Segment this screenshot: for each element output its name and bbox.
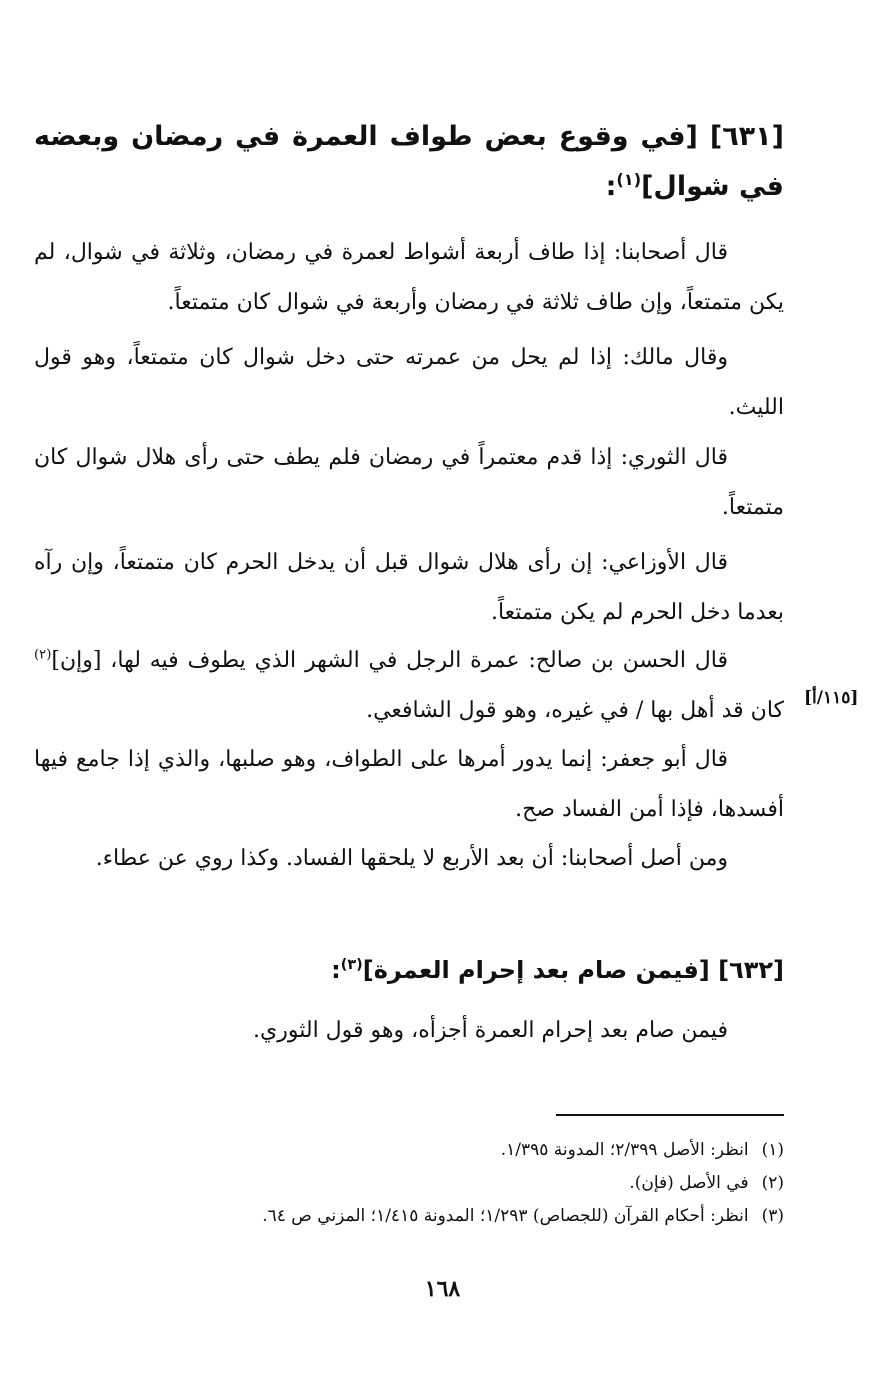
footnote-text: انظر: أحكام القرآن (للجصاص) ١/٢٩٣؛ المدونة ١/٤١٥؛ المزني ص ٦٤. — [262, 1206, 749, 1226]
paragraph-text: ومن أصل أصحابنا: أن بعد الأربع لا يلحقها الفساد. وكذا روي عن عطاء. — [95, 846, 728, 871]
paragraph — [34, 834, 784, 884]
footnote-number: (١) — [761, 1140, 784, 1160]
footnote-ref: (١) — [616, 170, 642, 189]
paragraph-text: قال أصحابنا: إذا طاف أربعة أشواط لعمرة في رمضان، وثلاثة في شوال، لم يكن متمتعاً، وإن طاف ثلاثة في رمضان وأربعة في شوال كان متمتعاً. — [34, 240, 784, 315]
paragraph — [34, 1006, 784, 1056]
footnote-number: (٣) — [761, 1206, 784, 1226]
section-title: [في وقوع بعض طواف العمرة في رمضان وبعضه في شوال] — [34, 121, 784, 202]
paragraph — [34, 433, 784, 533]
page-number: ١٦٨ — [424, 1276, 461, 1302]
section-heading-631 — [34, 112, 784, 212]
heading-colon: : — [331, 956, 341, 984]
paragraph — [34, 228, 784, 328]
manuscript-folio-ref: [١١٥/أ] — [804, 688, 859, 708]
paragraph — [34, 636, 784, 736]
footnote — [34, 1200, 784, 1233]
section-number: [٦٣١] — [709, 121, 784, 152]
footnote-separator — [556, 1114, 784, 1116]
footnote-number: (٢) — [761, 1173, 784, 1193]
footnote-ref: (٢) — [34, 647, 52, 663]
paragraph — [34, 538, 784, 638]
paragraph-text: قال الحسن بن صالح: عمرة الرجل في الشهر الذي يطوف فيه لها، [وإن] — [51, 648, 728, 673]
paragraph — [34, 735, 784, 835]
footnote-text: انظر: الأصل ٢/٣٩٩؛ المدونة ١/٣٩٥. — [500, 1140, 749, 1160]
footnote — [34, 1134, 784, 1167]
paragraph-text: قال الثوري: إذا قدم معتمراً في رمضان فلم يطف حتى رأى هلال شوال كان متمتعاً. — [34, 445, 784, 520]
heading-colon: : — [605, 171, 617, 202]
section-title: [فيمن صام بعد إحرام العمرة] — [362, 956, 710, 984]
paragraph-text: فيمن صام بعد إحرام العمرة أجزأه، وهو قول الثوري. — [253, 1018, 728, 1043]
paragraph-text: وقال مالك: إذا لم يحل من عمرته حتى دخل شوال كان متمتعاً، وهو قول الليث. — [34, 345, 784, 420]
section-number: [٦٣٢] — [718, 956, 784, 984]
paragraph-text: قال الأوزاعي: إن رأى هلال شوال قبل أن يدخل الحرم كان متمتعاً، وإن رآه بعدما دخل الحرم لم يكن متمتعاً. — [34, 550, 784, 625]
paragraph-text: كان قد أهل بها / في غيره، وهو قول الشافعي. — [366, 698, 784, 723]
paragraph — [34, 333, 784, 433]
footnote — [34, 1167, 784, 1200]
footnote-text: في الأصل (فإن). — [629, 1173, 749, 1193]
section-heading-632 — [34, 945, 784, 995]
footnotes — [34, 1134, 784, 1233]
footnote-ref: (٣) — [340, 957, 363, 973]
paragraph-text: قال أبو جعفر: إنما يدور أمرها على الطواف، وهو صلبها، والذي إذا جامع فيها أفسدها، فإذا أمن الفساد صح. — [34, 747, 784, 822]
